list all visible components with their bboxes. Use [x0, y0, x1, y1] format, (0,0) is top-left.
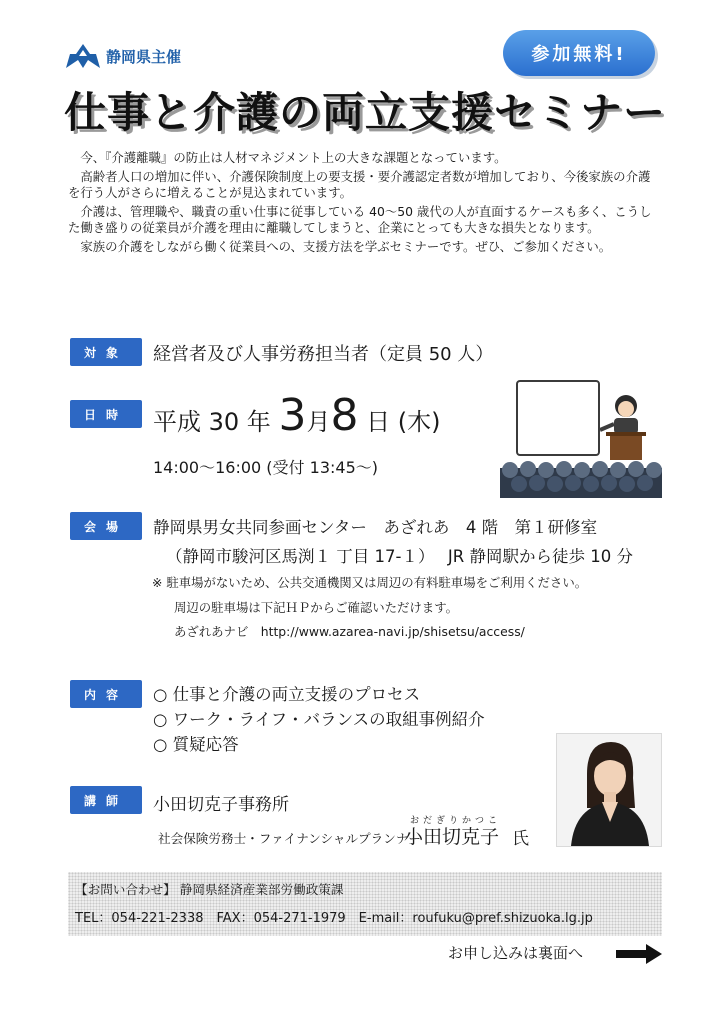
lecturer-name-ruby: おだぎりかつこ — [410, 816, 502, 826]
venue-note: ※ 駐車場がないため、公共交通機関又は周辺の有料駐車場をご利用ください。 — [152, 575, 588, 590]
target-label: 対象 — [70, 338, 142, 366]
lecturer-label: 講師 — [70, 786, 142, 814]
whiteboard-illustration — [516, 380, 600, 456]
event-time: 14:00～16:00 (受付 13:45～) — [153, 458, 378, 477]
date-day: 8 — [330, 390, 359, 441]
contact-heading: 【お問い合わせ】 静岡県経済産業部労働政策課 — [75, 882, 344, 897]
intro-paragraph: 介護は、管理職や、職責の重い仕事に従事している 40～50 歳代の人が直面するケースも多く、こうした働き盛りの従業員が介護を理由に離職してしまうと、企業にとっても大きな損失となります。 — [68, 203, 652, 236]
presenter-icon — [596, 390, 656, 462]
date-era: 平成 30 年 — [153, 408, 279, 436]
lecturer-name: 小田切克子 — [404, 826, 500, 848]
arrow-right-icon — [616, 944, 662, 964]
lecturer-title: 社会保険労務士・ファイナンシャルプランナー — [158, 831, 422, 846]
intro-paragraph: 高齢者人口の増加に伴い、介護保険制度上の要支援・要介護認定者数が増加しており、今後家族の介護を行う人がさらに増えることが見込まれています。 — [68, 168, 651, 201]
lecturer-honorific: 氏 — [512, 829, 529, 849]
free-badge: 参加無料! — [503, 30, 655, 76]
page-title: 仕事と介護の両立支援セミナー — [64, 88, 667, 137]
intro-text — [68, 150, 660, 258]
content-item: ○ 仕事と介護の両立支援のプロセス — [153, 685, 421, 704]
venue-link[interactable]: あざれあナビ http://www.azarea-navi.jp/shisetsu/access/ — [174, 624, 525, 639]
date-month-unit: 月 — [306, 408, 331, 436]
content-item: ○ ワーク・ライフ・バランスの取組事例紹介 — [153, 710, 485, 729]
organizer-text: 静岡県主催 — [106, 47, 182, 66]
venue-address: （静岡市駿河区馬渕１ 丁目 17-１） JR 静岡駅から徒歩 10 分 — [166, 547, 633, 566]
organizer — [66, 42, 181, 70]
target-text: 経営者及び人事労務担当者（定員 50 人） — [153, 344, 494, 365]
intro-paragraph: 今、『介護離職』の防止は人材マネジメント上の大きな課題となっています。 — [80, 150, 507, 165]
content-item: ○ 質疑応答 — [153, 735, 239, 754]
date-day-unit: 日 — [358, 408, 398, 436]
lecturer-photo — [556, 733, 662, 847]
contact-details: TEL：054-221-2338 FAX：054-271-1979 E-mail：roufuku@pref.shizuoka.lg.jp — [75, 911, 593, 926]
lecturer-office: 小田切克子事務所 — [153, 795, 289, 815]
date-weekday: (木) — [397, 408, 441, 436]
apply-note: お申し込みは裏面へ — [448, 944, 584, 962]
venue-note: 周辺の駐車場は下記ＨＰからご確認いただけます。 — [174, 600, 458, 615]
shizuoka-logo-icon — [66, 42, 100, 70]
date-month: 3 — [278, 390, 307, 441]
audience-icon — [500, 458, 662, 498]
venue-label: 会場 — [70, 512, 142, 540]
contents-label: 内容 — [70, 680, 142, 708]
intro-paragraph: 家族の介護をしながら働く従業員への、支援方法を学ぶセミナーです。ぜひ、ご参加ください。 — [80, 238, 612, 254]
venue-name: 静岡県男女共同参画センター あざれあ 4 階 第１研修室 — [153, 518, 598, 537]
event-date — [153, 390, 440, 441]
datetime-label: 日時 — [70, 400, 142, 428]
